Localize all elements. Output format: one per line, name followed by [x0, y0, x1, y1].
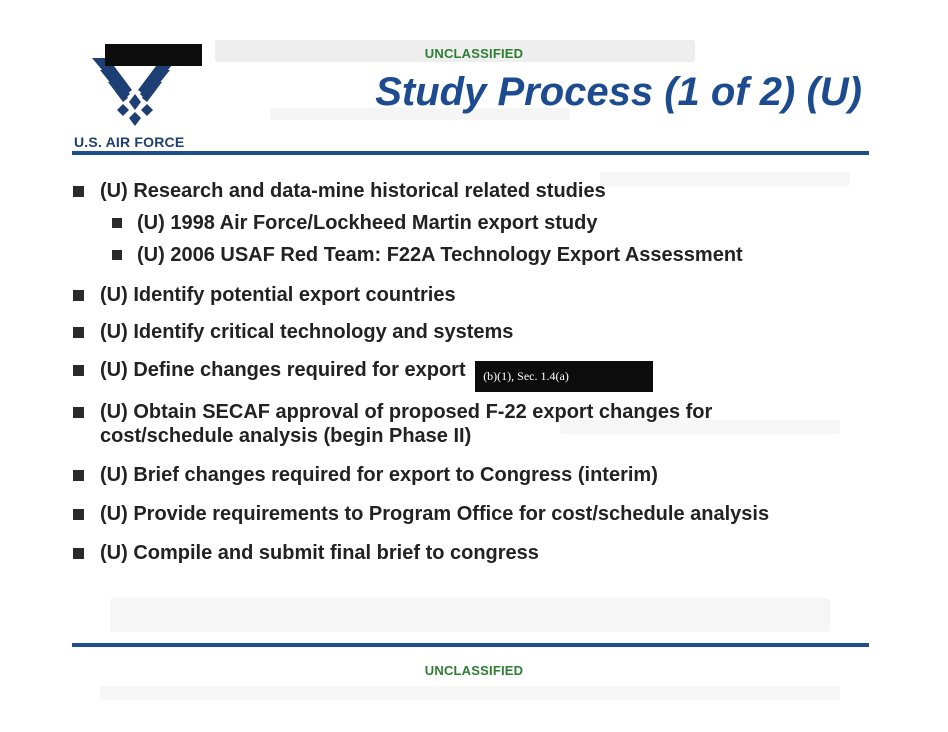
list-item	[100, 179, 840, 203]
bullet-square-icon	[73, 365, 84, 376]
bullet-square-icon	[73, 186, 84, 197]
list-item	[100, 283, 840, 307]
list-item	[100, 400, 840, 448]
list-item-text: (U) 1998 Air Force/Lockheed Martin export study	[137, 212, 598, 234]
list-item	[100, 358, 840, 392]
classification-banner-top: UNCLASSIFIED	[424, 46, 524, 61]
list-item-text: (U) Identify critical technology and systems	[100, 321, 514, 343]
scan-artifact	[110, 598, 830, 632]
list-item-text: (U) Compile and submit final brief to congress	[100, 542, 539, 564]
divider-bottom	[72, 643, 869, 647]
bullet-square-icon	[73, 290, 84, 301]
list-item-text: (U) 2006 USAF Red Team: F22A Technology Export Assessment	[137, 244, 743, 266]
bullet-square-icon	[73, 470, 84, 481]
list-item	[100, 502, 840, 526]
list-item-text: (U) Identify potential export countries	[100, 284, 456, 306]
redaction-block	[105, 44, 202, 66]
scan-artifact	[100, 686, 840, 700]
list-item-text-continued: cost/schedule analysis (begin Phase II)	[100, 425, 472, 447]
classification-banner-bottom: UNCLASSIFIED	[424, 663, 524, 678]
list-item-text: (U) Provide requirements to Program Office for cost/schedule analysis	[100, 503, 770, 525]
logo-caption: U.S. AIR FORCE	[74, 134, 185, 150]
bullet-square-icon	[73, 509, 84, 520]
list-item	[100, 463, 840, 487]
bullet-square-icon	[73, 548, 84, 559]
list-item	[100, 320, 840, 344]
list-item-sub	[137, 211, 877, 235]
bullet-square-icon	[112, 250, 122, 260]
bullet-square-icon	[112, 218, 122, 228]
list-item	[100, 541, 840, 565]
redaction-label: (b)(1), Sec. 1.4(a)	[475, 361, 653, 392]
bullet-square-icon	[73, 407, 84, 418]
list-item-text: (U) Brief changes required for export to Congress (interim)	[100, 464, 658, 486]
list-item-text: (U) Research and data-mine historical related studies	[100, 180, 606, 202]
bullet-square-icon	[73, 327, 84, 338]
divider-top	[72, 151, 869, 155]
list-item-text: (U) Obtain SECAF approval of proposed F-22 export changes for	[100, 401, 713, 423]
list-item-sub	[137, 243, 877, 267]
page-title: Study Process (1 of 2) (U)	[375, 70, 862, 114]
list-item-text: (U) Define changes required for export	[100, 359, 466, 381]
